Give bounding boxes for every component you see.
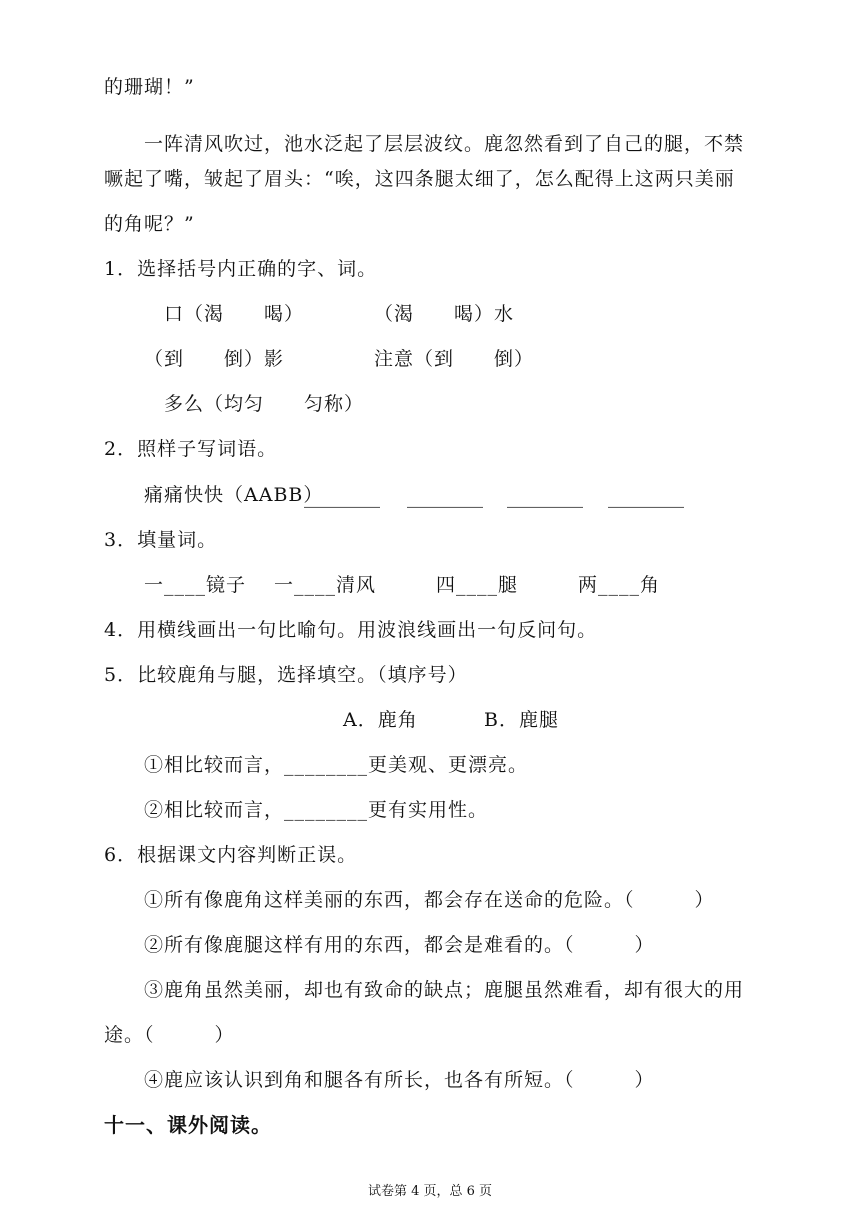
section-heading: 十一、课外阅读。: [104, 1113, 272, 1137]
judgement-item[interactable]: ④鹿应该认识到角和腿各有所长，也各有所短。（ ）: [144, 1069, 655, 1091]
question-1-option: 口（渴 喝）: [164, 303, 305, 325]
question-1-option: 注意（到 倒）: [374, 348, 535, 370]
measure-word-item[interactable]: 一____镜子: [144, 574, 247, 596]
judgement-item-continuation[interactable]: 途。（ ）: [104, 1024, 235, 1046]
fill-sentence[interactable]: ①相比较而言，________更美观、更漂亮。: [144, 754, 529, 776]
question-6-title: 6．根据课文内容判断正误。: [104, 844, 358, 866]
question-1-option: （渴 喝）水: [374, 303, 515, 325]
choice-option-a: A．鹿角: [343, 709, 418, 731]
passage-line: 噘起了嘴，皱起了眉头：“唉，这四条腿太细了，怎么配得上这两只美丽: [104, 168, 735, 190]
question-3-title: 3．填量词。: [104, 529, 218, 551]
fill-sentence[interactable]: ②相比较而言，________更有实用性。: [144, 799, 489, 821]
passage-line: 的珊瑚！”: [104, 76, 195, 98]
measure-word-item[interactable]: 两____角: [578, 574, 661, 596]
answer-blank[interactable]: ________: [608, 486, 684, 508]
judgement-item[interactable]: ①所有像鹿角这样美丽的东西，都会存在送命的危险。（ ）: [144, 889, 715, 911]
judgement-item[interactable]: ②所有像鹿腿这样有用的东西，都会是难看的。（ ）: [144, 934, 655, 956]
question-2-example: 痛痛快快（AABB）: [144, 484, 324, 506]
judgement-item: ③鹿角虽然美丽，却也有致命的缺点；鹿腿虽然难看，却有很大的用: [144, 979, 745, 1001]
question-1-option: 多么（均匀 匀称）: [164, 393, 365, 415]
answer-blank[interactable]: ________: [407, 486, 483, 508]
passage-line: 一阵清风吹过，池水泛起了层层波纹。鹿忽然看到了自己的腿，不禁: [144, 133, 745, 155]
measure-word-item[interactable]: 一____清风: [274, 574, 377, 596]
measure-word-item[interactable]: 四____腿: [436, 574, 519, 596]
question-5-title: 5．比较鹿角与腿，选择填空。（填序号）: [104, 664, 468, 686]
question-1-option: （到 倒）影: [144, 348, 285, 370]
question-2-title: 2．照样子写词语。: [104, 438, 278, 460]
choice-option-b: B．鹿腿: [484, 709, 559, 731]
page-footer: 试卷第 4 页，总 6 页: [367, 1184, 493, 1199]
answer-blank[interactable]: ________: [304, 486, 380, 508]
question-4-title: 4．用横线画出一句比喻句。用波浪线画出一句反问句。: [104, 619, 598, 641]
passage-line: 的角呢？”: [104, 213, 195, 235]
answer-blank[interactable]: ________: [507, 486, 583, 508]
question-1-title: 1．选择括号内正确的字、词。: [104, 258, 378, 280]
